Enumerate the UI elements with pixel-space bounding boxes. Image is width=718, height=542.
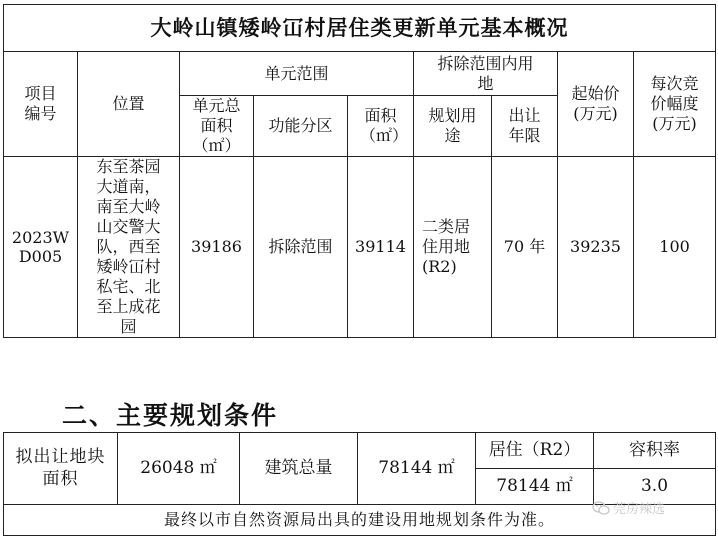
section-heading: 二、主要规划条件 bbox=[62, 401, 279, 430]
cell-project-code: 2023WD005 bbox=[4, 157, 78, 338]
unit-overview-table bbox=[3, 4, 716, 338]
cell-area: 39114 bbox=[348, 157, 414, 338]
header-project-code: 项目编号 bbox=[4, 52, 78, 157]
residential-label: 居住（R2） bbox=[476, 433, 594, 469]
cell-functional-zone: 拆除范围 bbox=[254, 157, 348, 338]
header-bid-increment: 每次竞价幅度(万元) bbox=[634, 52, 716, 157]
header-area: 面积（㎡） bbox=[348, 96, 414, 157]
watermark bbox=[592, 498, 665, 517]
cell-starting-price: 39235 bbox=[558, 157, 634, 338]
header-lease-term: 出让年限 bbox=[492, 96, 558, 157]
header-location: 位置 bbox=[78, 52, 180, 157]
land-area-label: 拟出让地块面积 bbox=[4, 433, 118, 505]
watermark-text: 莞房辣选 bbox=[613, 502, 666, 517]
header-demolition-scope: 拆除范围内用地 bbox=[414, 52, 558, 96]
header-planned-use: 规划用途 bbox=[414, 96, 492, 157]
cell-bid-increment: 100 bbox=[634, 157, 716, 338]
header-starting-price: 起始价(万元) bbox=[558, 52, 634, 157]
header-functional-zone: 功能分区 bbox=[254, 96, 348, 157]
header-unit-total-area: 单元总面积（㎡） bbox=[180, 96, 254, 157]
land-area-value: 26048 ㎡ bbox=[118, 433, 240, 505]
residential-value: 78144 ㎡ bbox=[476, 469, 594, 505]
total-building-label: 建筑总量 bbox=[240, 433, 358, 505]
cell-unit-total-area: 39186 bbox=[180, 157, 254, 338]
table-title: 大岭山镇矮岭冚村居住类更新单元基本概况 bbox=[4, 5, 716, 52]
cell-location: 东至茶园大道南，南至大岭山交警大队，西至矮岭冚村私宅、北至上成花园 bbox=[78, 157, 180, 338]
wechat-icon bbox=[592, 501, 610, 515]
far-value: 3.0 bbox=[594, 469, 716, 505]
cell-lease-term: 70 年 bbox=[492, 157, 558, 338]
cell-planned-use: 二类居住用地(R2) bbox=[414, 157, 492, 338]
planning-conditions-table bbox=[3, 432, 716, 536]
planning-note: 最终以市自然资源局出具的建设用地规划条件为准。 bbox=[4, 505, 716, 536]
header-unit-scope: 单元范围 bbox=[180, 52, 414, 96]
far-label: 容积率 bbox=[594, 433, 716, 469]
total-building-value: 78144 ㎡ bbox=[358, 433, 476, 505]
